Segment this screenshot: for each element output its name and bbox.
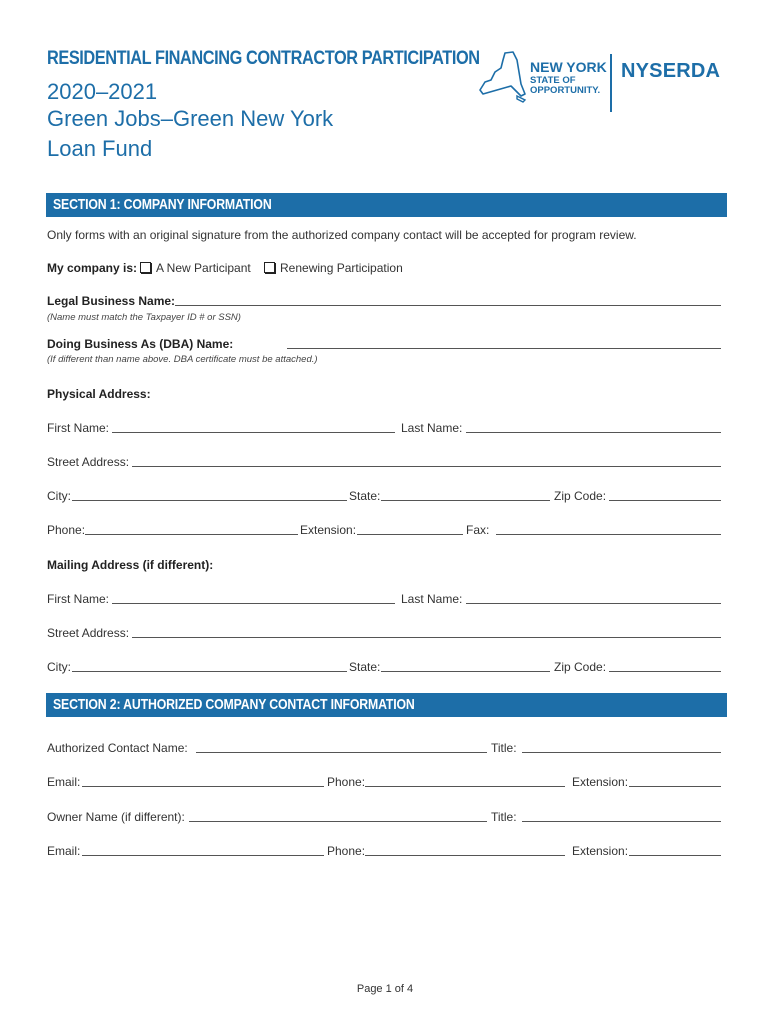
mailing-first-name-label: First Name: xyxy=(47,592,110,606)
auth-extension-label: Extension: xyxy=(572,775,629,789)
signature-notice: Only forms with an original signature from the authorized company contact will be accepted for program review. xyxy=(47,228,637,242)
physical-phone-field[interactable] xyxy=(85,534,298,535)
program-name-line2: Loan Fund xyxy=(47,136,153,161)
owner-name-field[interactable] xyxy=(189,821,487,822)
mailing-street-field[interactable] xyxy=(132,637,721,638)
physical-address-heading: Physical Address: xyxy=(47,387,151,401)
physical-phone-label: Phone: xyxy=(47,523,86,537)
physical-city-label: City: xyxy=(47,489,71,503)
dba-name-field[interactable] xyxy=(287,348,721,349)
legal-business-name-field[interactable] xyxy=(175,305,721,306)
option-new-participant-label: A New Participant xyxy=(156,261,251,275)
mailing-last-name-field[interactable] xyxy=(466,603,721,604)
logo-nyserda-text: NYSERDA xyxy=(621,60,721,82)
mailing-last-name-label: Last Name: xyxy=(401,592,463,606)
owner-email-label: Email: xyxy=(47,844,81,858)
dba-name-label: Doing Business As (DBA) Name: xyxy=(47,337,234,351)
auth-extension-field[interactable] xyxy=(629,786,721,787)
physical-zip-field[interactable] xyxy=(609,500,721,501)
legal-business-name-label: Legal Business Name: xyxy=(47,294,176,308)
physical-first-name-field[interactable] xyxy=(112,432,395,433)
physical-extension-field[interactable] xyxy=(357,534,463,535)
physical-street-label: Street Address: xyxy=(47,455,130,469)
my-company-label: My company is: xyxy=(47,261,138,275)
auth-contact-label: Authorized Contact Name: xyxy=(47,741,188,755)
physical-street-field[interactable] xyxy=(132,466,721,467)
owner-email-field[interactable] xyxy=(82,855,324,856)
section-1-title: SECTION 1: COMPANY INFORMATION xyxy=(53,196,272,213)
checkbox-renewing-participation[interactable] xyxy=(264,262,275,273)
physical-fax-label: Fax: xyxy=(466,523,490,537)
owner-phone-label: Phone: xyxy=(327,844,366,858)
physical-state-label: State: xyxy=(349,489,381,503)
legal-business-name-note: (Name must match the Taxpayer ID # or SSN) xyxy=(47,312,241,323)
logo-state-of-text: STATE OF xyxy=(530,75,576,86)
option-renewing-label: Renewing Participation xyxy=(280,261,403,275)
nyserda-logo xyxy=(477,48,727,114)
auth-email-label: Email: xyxy=(47,775,81,789)
option-new-participant[interactable] xyxy=(140,261,251,275)
mailing-zip-field[interactable] xyxy=(609,671,721,672)
dba-name-note: (If different than name above. DBA certificate must be attached.) xyxy=(47,354,318,365)
new-york-state-map-icon xyxy=(477,50,527,110)
auth-phone-field[interactable] xyxy=(365,786,565,787)
section-2-title: SECTION 2: AUTHORIZED COMPANY CONTACT INFORMATION xyxy=(53,696,415,713)
section-1-header xyxy=(46,193,727,217)
mailing-zip-label: Zip Code: xyxy=(554,660,607,674)
logo-opportunity-text: OPPORTUNITY. xyxy=(530,85,601,96)
owner-extension-field[interactable] xyxy=(629,855,721,856)
physical-zip-label: Zip Code: xyxy=(554,489,607,503)
checkbox-new-participant[interactable] xyxy=(140,262,151,273)
physical-last-name-label: Last Name: xyxy=(401,421,463,435)
owner-title-field[interactable] xyxy=(522,821,721,822)
auth-contact-title-field[interactable] xyxy=(522,752,721,753)
mailing-state-label: State: xyxy=(349,660,381,674)
mailing-first-name-field[interactable] xyxy=(112,603,395,604)
logo-new-york-text: NEW YORK xyxy=(530,59,607,75)
mailing-city-label: City: xyxy=(47,660,71,674)
physical-fax-field[interactable] xyxy=(496,534,721,535)
auth-contact-title-label: Title: xyxy=(491,741,517,755)
physical-state-field[interactable] xyxy=(381,500,550,501)
mailing-address-heading: Mailing Address (if different): xyxy=(47,558,214,572)
physical-extension-label: Extension: xyxy=(300,523,357,537)
owner-phone-field[interactable] xyxy=(365,855,565,856)
mailing-state-field[interactable] xyxy=(381,671,550,672)
mailing-city-field[interactable] xyxy=(72,671,347,672)
auth-email-field[interactable] xyxy=(82,786,324,787)
mailing-street-label: Street Address: xyxy=(47,626,130,640)
form-years: 2020–2021 xyxy=(47,79,158,104)
logo-divider xyxy=(610,54,612,112)
option-renewing-participation[interactable] xyxy=(264,261,403,275)
physical-city-field[interactable] xyxy=(72,500,347,501)
auth-phone-label: Phone: xyxy=(327,775,366,789)
owner-name-label: Owner Name (if different): xyxy=(47,810,185,824)
physical-first-name-label: First Name: xyxy=(47,421,110,435)
auth-contact-field[interactable] xyxy=(196,752,487,753)
program-name-line1: Green Jobs–Green New York xyxy=(47,106,334,131)
form-title: RESIDENTIAL FINANCING CONTRACTOR PARTICIPATION xyxy=(47,48,480,69)
owner-title-label: Title: xyxy=(491,810,517,824)
physical-last-name-field[interactable] xyxy=(466,432,721,433)
section-2-header xyxy=(46,693,727,717)
page-number: Page 1 of 4 xyxy=(356,983,414,995)
owner-extension-label: Extension: xyxy=(572,844,629,858)
